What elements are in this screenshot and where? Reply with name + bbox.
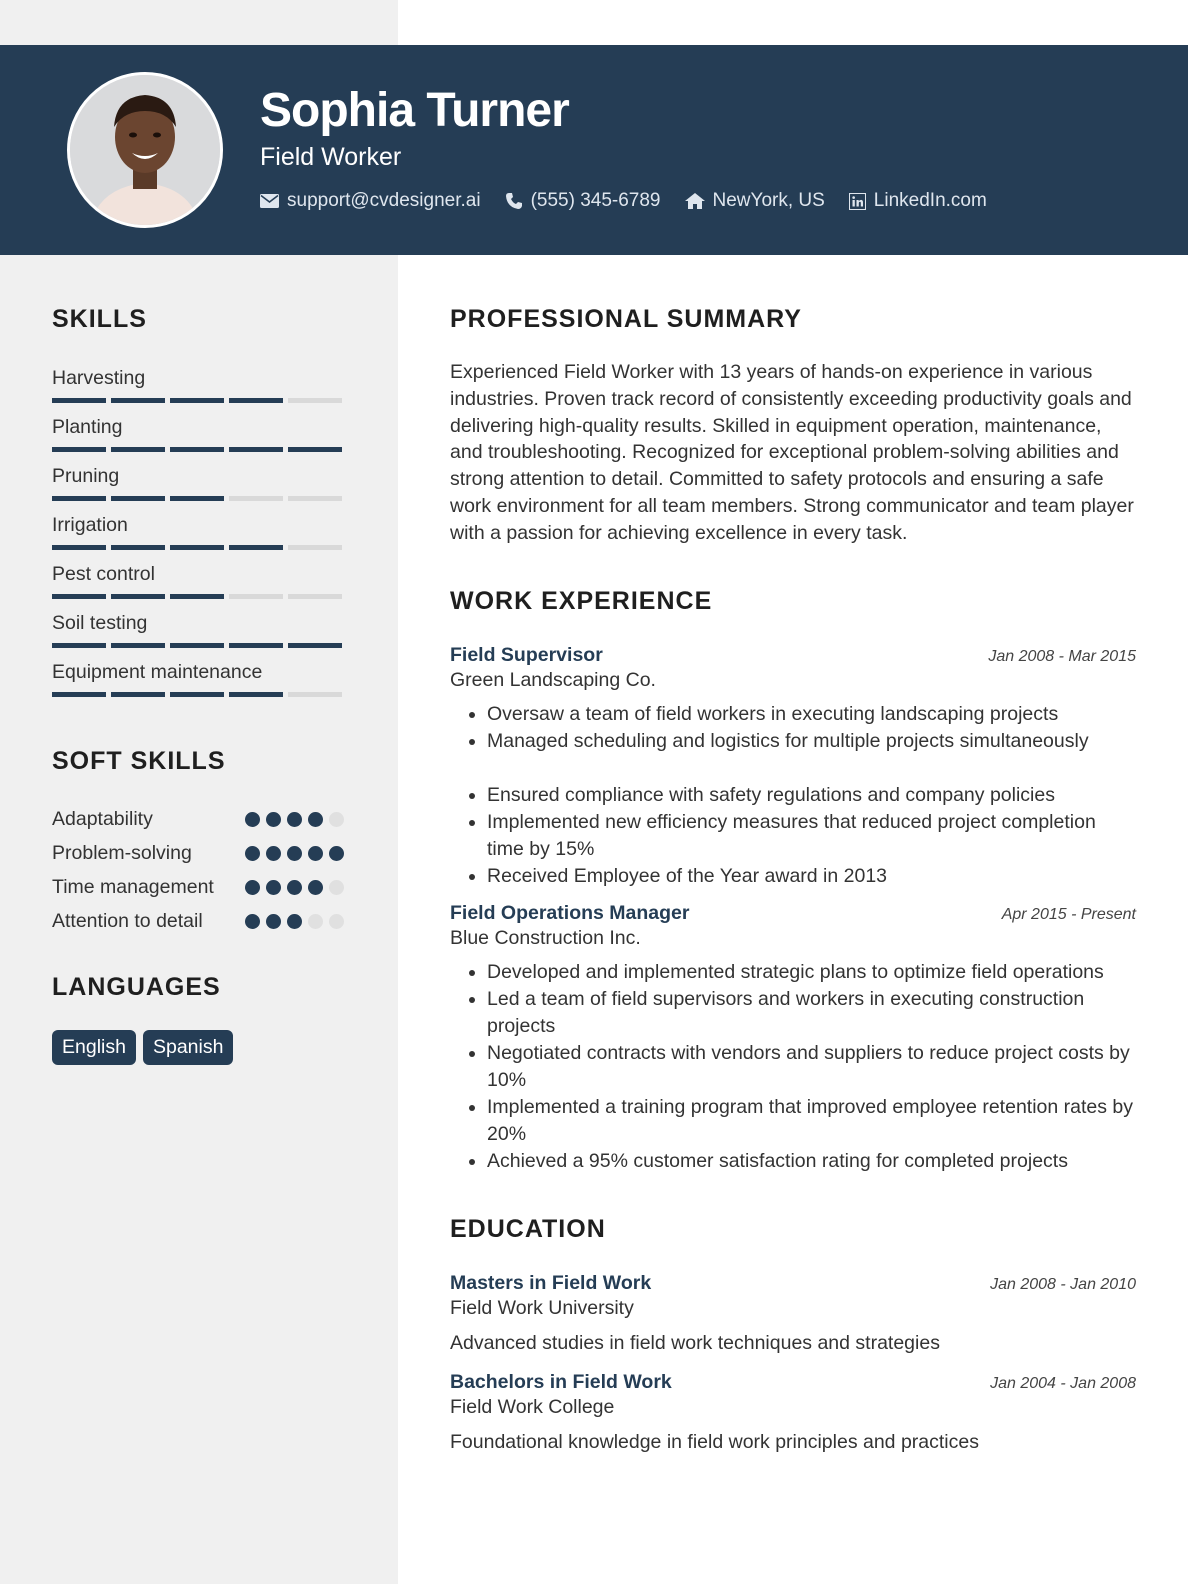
skill-name: Harvesting — [52, 367, 146, 389]
contact-location — [685, 190, 825, 212]
home-icon — [685, 193, 705, 209]
languages-heading: LANGUAGES — [52, 973, 221, 1001]
skill-level-segment — [288, 447, 342, 452]
education-degree: Masters in Field Work — [450, 1271, 652, 1294]
skill-item — [52, 464, 344, 513]
skill-level-segment — [170, 496, 224, 501]
rating-dot — [245, 846, 260, 861]
rating-dot — [329, 846, 344, 861]
soft-skill-rating — [245, 874, 344, 901]
education-entry — [450, 1272, 1136, 1357]
job-bullet: • Implemented a training program that improved employee retention rates by 20% — [487, 1094, 1136, 1148]
skill-level-segment — [170, 692, 224, 697]
experience-list — [450, 644, 1136, 1175]
job-bullet: • Led a team of field supervisors and workers in executing construction projects — [487, 986, 1136, 1040]
skill-level-bar — [52, 545, 344, 550]
skill-level-segment — [229, 447, 283, 452]
skill-name: Pruning — [52, 465, 120, 487]
rating-dot — [329, 914, 344, 929]
skills-list — [52, 366, 344, 709]
soft-skill-rating — [245, 908, 344, 935]
education-dates: Jan 2008 - Jan 2010 — [990, 1275, 1136, 1293]
rating-dot — [245, 812, 260, 827]
skill-level-segment — [111, 594, 165, 599]
phone-icon — [505, 192, 523, 210]
education-school: Field Work College — [450, 1395, 615, 1418]
soft-skills-heading: SOFT SKILLS — [52, 747, 226, 775]
rating-dot — [266, 812, 281, 827]
skill-level-segment — [288, 545, 342, 550]
job-company: Green Landscaping Co. — [450, 668, 656, 691]
job-bullet: • Negotiated contracts with vendors and suppliers to reduce project costs by 10% — [487, 1040, 1136, 1094]
skill-item — [52, 660, 344, 709]
skills-heading: SKILLS — [52, 305, 147, 333]
education-description: Foundational knowledge in field work principles and practices — [450, 1430, 979, 1453]
rating-dot — [287, 846, 302, 861]
skill-level-segment — [111, 643, 165, 648]
skill-name: Soil testing — [52, 612, 148, 634]
soft-skill-item — [52, 840, 344, 867]
skill-level-segment — [52, 643, 106, 648]
job-role: Field Operations Manager — [450, 901, 690, 924]
job-dates: Apr 2015 - Present — [1001, 905, 1136, 923]
rating-dot — [266, 880, 281, 895]
skill-level-bar — [52, 447, 344, 452]
job-company: Blue Construction Inc. — [450, 926, 641, 949]
skill-level-segment — [111, 447, 165, 452]
skill-level-segment — [52, 398, 106, 403]
skill-level-bar — [52, 398, 344, 403]
skill-item — [52, 366, 344, 415]
skill-level-segment — [229, 594, 283, 599]
skill-level-segment — [288, 692, 342, 697]
rating-dot — [308, 846, 323, 861]
languages-list — [52, 1030, 344, 1065]
avatar-portrait-icon — [70, 75, 220, 225]
phone-text: (555) 345-6789 — [530, 190, 661, 211]
location-text: NewYork, US — [712, 190, 825, 211]
job-bullet: • Received Employee of the Year award in 2013 — [487, 863, 1136, 890]
skill-level-bar — [52, 594, 344, 599]
rating-dot — [287, 812, 302, 827]
rating-dot — [329, 812, 344, 827]
skill-level-segment — [111, 545, 165, 550]
skill-item — [52, 611, 344, 660]
skill-level-segment — [229, 643, 283, 648]
skill-item — [52, 562, 344, 611]
rating-dot — [245, 880, 260, 895]
skill-level-bar — [52, 692, 344, 697]
skill-level-segment — [170, 447, 224, 452]
job-entry — [450, 644, 1136, 890]
soft-skill-item — [52, 874, 344, 901]
job-bullet: • Oversaw a team of field workers in executing landscaping projects — [487, 701, 1136, 728]
job-bullet: • Implemented new efficiency measures that reduced project completion time by 15% — [487, 809, 1136, 863]
rating-dot — [287, 914, 302, 929]
skill-level-bar — [52, 643, 344, 648]
profile-photo — [67, 72, 223, 228]
skill-name: Pest control — [52, 563, 155, 585]
sidebar — [52, 305, 344, 1065]
education-degree: Bachelors in Field Work — [450, 1370, 672, 1393]
skill-level-segment — [229, 692, 283, 697]
rating-dot — [308, 812, 323, 827]
job-header — [450, 902, 1136, 925]
skill-level-segment — [111, 496, 165, 501]
skill-level-segment — [229, 398, 283, 403]
soft-skill-name: Time management — [52, 876, 214, 898]
skill-level-segment — [170, 398, 224, 403]
candidate-title: Field Worker — [260, 143, 402, 171]
contact-phone[interactable] — [505, 190, 661, 212]
skill-level-segment — [229, 545, 283, 550]
skill-item — [52, 415, 344, 464]
skill-level-segment — [229, 496, 283, 501]
skill-name: Irrigation — [52, 514, 128, 536]
skill-level-segment — [170, 545, 224, 550]
main-content — [450, 305, 1136, 1456]
education-dates: Jan 2004 - Jan 2008 — [990, 1374, 1136, 1392]
soft-skill-rating — [245, 806, 344, 833]
rating-dot — [266, 846, 281, 861]
soft-skill-rating — [245, 840, 344, 867]
soft-skill-name: Problem-solving — [52, 842, 192, 864]
education-heading: EDUCATION — [450, 1214, 606, 1243]
candidate-name: Sophia Turner — [260, 84, 569, 137]
soft-skill-name: Adaptability — [52, 808, 153, 830]
summary-text: Experienced Field Worker with 13 years of hands-on experience in various industries. Proven track record of consistently exceeding productivity goals and delivering high-quality results. Skilled in equipment operation, maintenance, and troubleshooting. Recognized for exceptional problem-solving abilities and strong attention to detail. Committed to safety protocols and ensuring a safe work environment for all team members. Strong communicator and team player with a passion for achieving excellence in every task. — [450, 361, 1134, 544]
skill-level-segment — [52, 496, 106, 501]
contact-bar — [260, 190, 1011, 212]
job-dates: Jan 2008 - Mar 2015 — [988, 647, 1136, 665]
job-role: Field Supervisor — [450, 643, 603, 666]
soft-skill-name: Attention to detail — [52, 910, 203, 932]
rating-dot — [308, 914, 323, 929]
skill-level-segment — [288, 594, 342, 599]
skill-level-segment — [52, 594, 106, 599]
job-header — [450, 644, 1136, 667]
skill-level-segment — [288, 398, 342, 403]
contact-email[interactable] — [260, 190, 481, 212]
resume-header — [0, 45, 1188, 255]
skill-level-bar — [52, 496, 344, 501]
rating-dot — [266, 914, 281, 929]
experience-heading: WORK EXPERIENCE — [450, 586, 713, 615]
rating-dot — [329, 880, 344, 895]
skill-level-segment — [111, 398, 165, 403]
skill-level-segment — [52, 545, 106, 550]
rating-dot — [308, 880, 323, 895]
education-header — [450, 1272, 1136, 1295]
skill-item — [52, 513, 344, 562]
soft-skills-list — [52, 806, 344, 935]
linkedin-icon — [849, 193, 866, 210]
linkedin-text: LinkedIn.com — [873, 190, 987, 211]
skill-level-segment — [288, 496, 342, 501]
skill-level-segment — [52, 447, 106, 452]
rating-dot — [245, 914, 260, 929]
job-bullet: • Managed scheduling and logistics for multiple projects simultaneously — [487, 728, 1136, 755]
skill-name: Equipment maintenance — [52, 661, 263, 683]
skill-level-segment — [111, 692, 165, 697]
skill-level-segment — [170, 594, 224, 599]
soft-skill-item — [52, 908, 344, 935]
job-bullet: • Achieved a 95% customer satisfaction rating for completed projects — [487, 1148, 1136, 1175]
skill-level-segment — [288, 643, 342, 648]
education-description: Advanced studies in field work techniques and strategies — [450, 1331, 940, 1354]
education-header — [450, 1371, 1136, 1394]
email-text: support@cvdesigner.ai — [287, 190, 481, 211]
job-bullets — [450, 959, 1136, 1175]
job-bullets — [450, 701, 1136, 890]
skill-level-segment — [170, 643, 224, 648]
soft-skill-item — [52, 806, 344, 833]
job-bullet: • Developed and implemented strategic plans to optimize field operations — [487, 959, 1136, 986]
summary-heading: PROFESSIONAL SUMMARY — [450, 305, 802, 333]
rating-dot — [287, 880, 302, 895]
contact-linkedin[interactable] — [849, 190, 987, 212]
skill-level-segment — [52, 692, 106, 697]
language-badge: English — [52, 1030, 136, 1065]
education-entry — [450, 1371, 1136, 1456]
skill-name: Planting — [52, 416, 123, 438]
envelope-icon — [260, 194, 279, 208]
job-entry — [450, 902, 1136, 1175]
education-school: Field Work University — [450, 1296, 634, 1319]
language-badge: Spanish — [143, 1030, 233, 1065]
job-bullet: • Ensured compliance with safety regulations and company policies — [487, 782, 1136, 809]
education-list — [450, 1272, 1136, 1456]
